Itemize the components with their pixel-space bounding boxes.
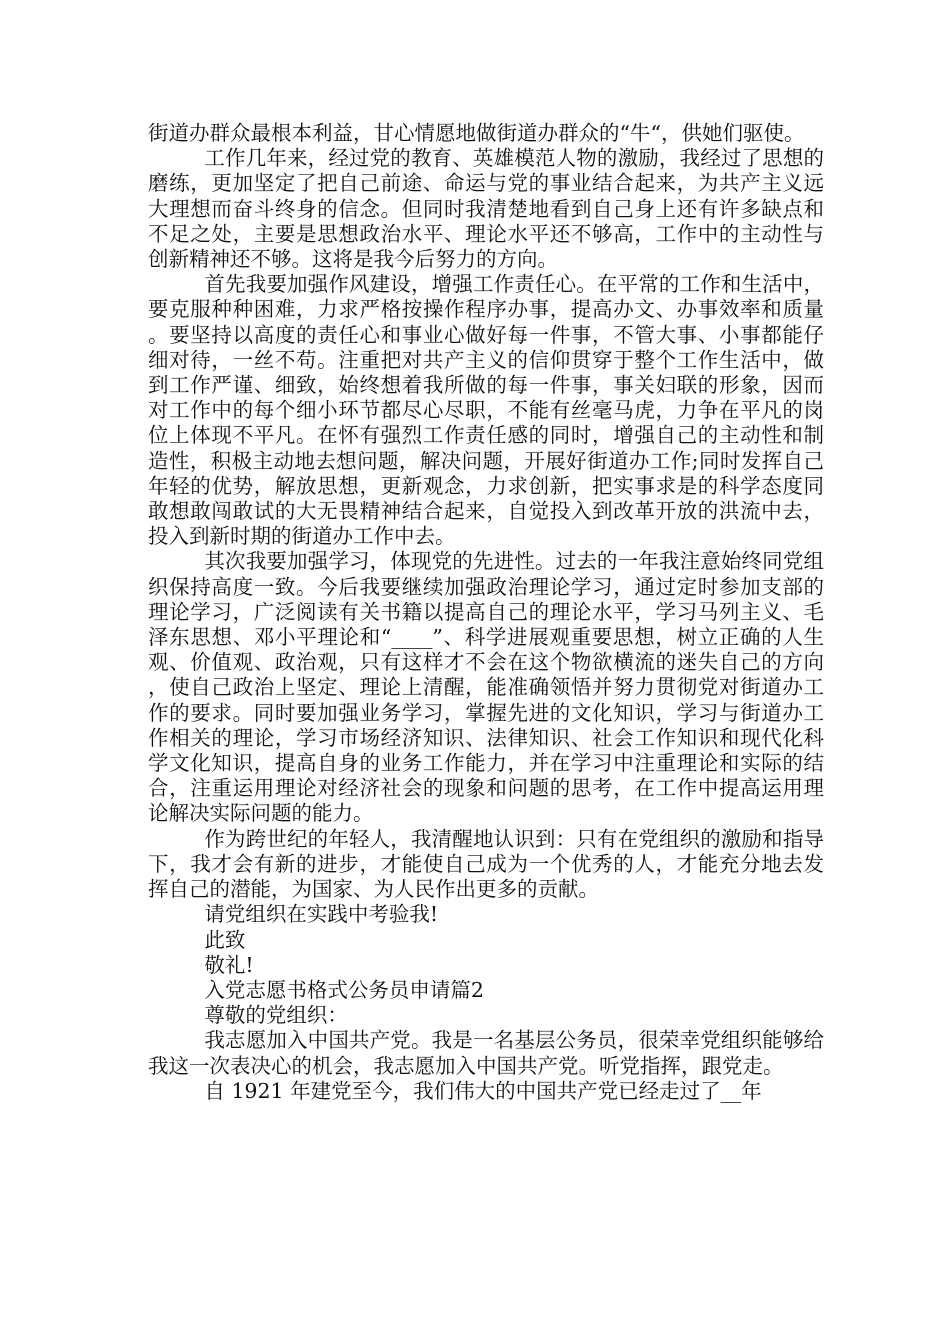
paragraph-party-history: 自 1921 年建党至今，我们伟大的中国共产党已经走过了__年 — [204, 1078, 762, 1103]
paragraph-youth: 作为跨世纪的年轻人，我清醒地认识到：只有在党组织的激励和指导下，我才会有新的进步，才能使自己成为一个优秀的人，才能充分地去发挥自己的潜能，为国家、为人民作出更多的贡献。 — [148, 826, 824, 902]
line-test-me: 请党组织在实践中考验我! — [204, 902, 439, 927]
paragraph-work-style: 首先我要加强作风建设，增强工作责任心。在平常的工作和生活中，要克服种种困难，力求严格按操作程序办事，提高办文、办事效率和质量。要坚持以高度的责任心和事业心做好每一件事，不管大事、小事都能仔细对待，一丝不苟。注重把对共产主义的信仰贯穿于整个工作生活中，做到工作严谨、细致，始终想着我所做的每一件事，事关妇联的形象，因而对工作中的每个细小环节都尽心尽职，不能有丝毫马虎，力争在平凡的岗位上体现不平凡。在怀有强烈工作责任感的同时，增强自己的主动性和制造性，积极主动地去想问题，解决问题，开展好街道办工作;同时发挥自己年轻的优势，解放思想，更新观念，力求创新，把实事求是的科学态度同敢想敢闯敢试的大无畏精神结合起来，自觉投入到改革开放的洪流中去，投入到新时期的街道办工作中去。 — [148, 272, 824, 549]
paragraph-application: 我志愿加入中国共产党。我是一名基层公务员，很荣幸党组织能够给我这一次表决心的机会，我志愿加入中国共产党。听党指挥，跟党走。 — [148, 1028, 824, 1078]
section-title-part-2: 入党志愿书格式公务员申请篇2 — [204, 977, 484, 1002]
document-page — [148, 121, 824, 1104]
paragraph-continuation: 街道办群众最根本利益，甘心情愿地做街道办群众的“牛“，供她们驱使。 — [148, 121, 805, 145]
line-salutation-ci-zhi: 此致 — [204, 927, 246, 952]
line-salutation-jing-li: 敬礼! — [204, 952, 254, 977]
paragraph-study: 其次我要加强学习，体现党的先进性。过去的一年我注意始终同党组织保持高度一致。今后我要继续加强政治理论学习，通过定时参加支部的理论学习，广泛阅读有关书籍以提高自己的理论水平，学习马列主义、毛泽东思想、邓小平理论和“____”、科学进展观重要思想，树立正确的人生观、价值观、政治观，只有这样才不会在这个物欲横流的迷失自己的方向，使自己政治上坚定、理论上清醒，能准确领悟并努力贯彻党对街道办工作的要求。同时要加强业务学习，掌握先进的文化知识，学习与街道办工作相关的理论，学习市场经济知识、法律知识、社会工作知识和现代化科学文化知识，提高自身的业务工作能力，并在学习中注重理论和实际的结合，注重运用理论对经济社会的现象和问题的思考，在工作中提高运用理论解决实际问题的能力。 — [148, 549, 824, 826]
paragraph-reflection: 工作几年来，经过党的教育、英雄模范人物的激励，我经过了思想的磨练，更加坚定了把自己前途、命运与党的事业结合起来，为共产主义远大理想而奋斗终身的信念。但同时我清楚地看到自己身上还有许多缺点和不足之处，主要是思想政治水平、理论水平还不够高，工作中的主动性与创新精神还不够。这将是我今后努力的方向。 — [148, 146, 824, 272]
line-greeting: 尊敬的党组织： — [204, 1003, 348, 1028]
